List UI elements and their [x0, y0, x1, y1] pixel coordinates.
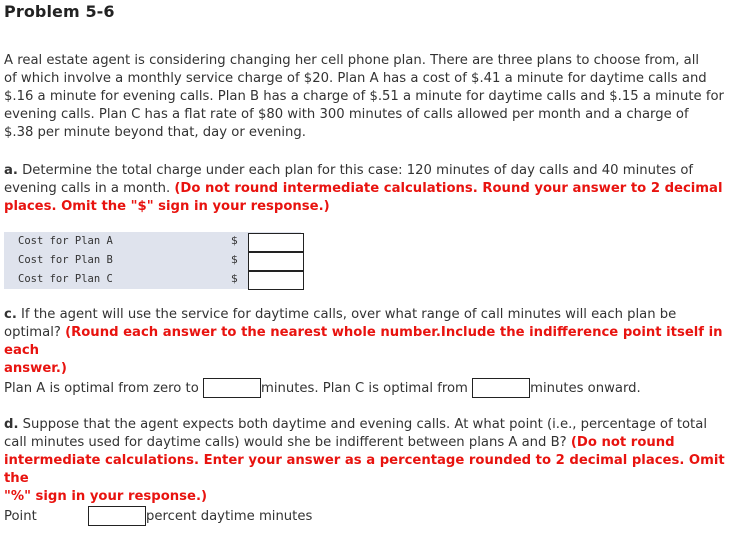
cost-row-plan-a	[4, 232, 301, 251]
part-c-instruction: answer.)	[4, 361, 67, 376]
part-a-instruction: places. Omit the "$" sign in your response.)	[4, 199, 330, 214]
part-c-instruction: (Round each answer to the nearest whole number.Include the indifference point itself in each	[4, 325, 723, 358]
intro-line: A real estate agent is considering changing her cell phone plan. There are three plans to choose from, all	[4, 53, 700, 68]
part-d-instruction: (Do not round	[570, 435, 675, 450]
plan-c-optimal-from-input[interactable]	[472, 378, 530, 398]
part-d-prefix: d.	[4, 417, 19, 432]
problem-intro	[4, 52, 724, 142]
part-d-question	[4, 416, 747, 506]
intro-line: evening calls. Plan C has a flat rate of $80 with 300 minutes of calls allowed per month and a charge of	[4, 107, 689, 122]
part-a-prefix: a.	[4, 163, 18, 178]
cost-plan-a-input[interactable]	[248, 233, 304, 252]
part-a-text: evening calls in a month.	[4, 181, 175, 196]
intro-line: $.16 a minute for evening calls. Plan B has a charge of $.51 a minute for daytime calls and $.15 a minute for	[4, 89, 724, 104]
dollar-sign: $	[231, 272, 238, 285]
cost-table	[4, 232, 301, 289]
part-d-text: Suppose that the agent expects both daytime and evening calls. At what point (i.e., percentage of total	[18, 417, 707, 432]
part-d-instruction: "%" sign in your response.)	[4, 489, 207, 504]
cost-plan-b-input[interactable]	[248, 252, 304, 271]
plan-c-optimal-text: minutes. Plan C is optimal from	[261, 381, 468, 396]
dollar-sign: $	[231, 253, 238, 266]
cost-label: Cost for Plan A	[18, 235, 113, 247]
minutes-onward-text: minutes onward.	[530, 381, 641, 396]
cost-row-plan-b	[4, 251, 301, 270]
part-c-text: If the agent will use the service for daytime calls, over what range of call minutes will each plan be	[16, 307, 677, 322]
point-label: Point	[4, 509, 37, 524]
plan-a-optimal-text: Plan A is optimal from zero to	[4, 381, 199, 396]
problem-title: Problem 5-6	[4, 2, 115, 21]
part-a-instruction: (Do not round intermediate calculations. Round your answer to 2 decimal	[174, 181, 723, 196]
part-c-answer-line	[4, 378, 641, 398]
cost-row-plan-c	[4, 270, 301, 289]
part-d-instruction: intermediate calculations. Enter your answer as a percentage rounded to 2 decimal places. Omit the	[4, 453, 725, 486]
part-d-text: call minutes used for daytime calls) would she be indifferent between plans A and B?	[4, 435, 571, 450]
part-c-question	[4, 306, 747, 378]
part-a-question	[4, 162, 722, 216]
intro-line: of which involve a monthly service charge of $20. Plan A has a cost of $.41 a minute for daytime calls and	[4, 71, 707, 86]
part-d-answer-line	[4, 506, 312, 526]
cost-label: Cost for Plan B	[18, 254, 113, 266]
point-percent-input[interactable]	[88, 506, 146, 526]
part-a-text: Determine the total charge under each plan for this case: 120 minutes of day calls and 40 minutes of	[17, 163, 694, 178]
cost-label: Cost for Plan C	[18, 273, 113, 285]
cost-plan-c-input[interactable]	[248, 271, 304, 290]
dollar-sign: $	[231, 234, 238, 247]
part-c-prefix: c.	[4, 307, 17, 322]
intro-line: $.38 per minute beyond that, day or evening.	[4, 125, 306, 140]
plan-a-optimal-to-input[interactable]	[203, 378, 261, 398]
part-c-text: optimal?	[4, 325, 66, 340]
point-unit: percent daytime minutes	[146, 509, 313, 524]
